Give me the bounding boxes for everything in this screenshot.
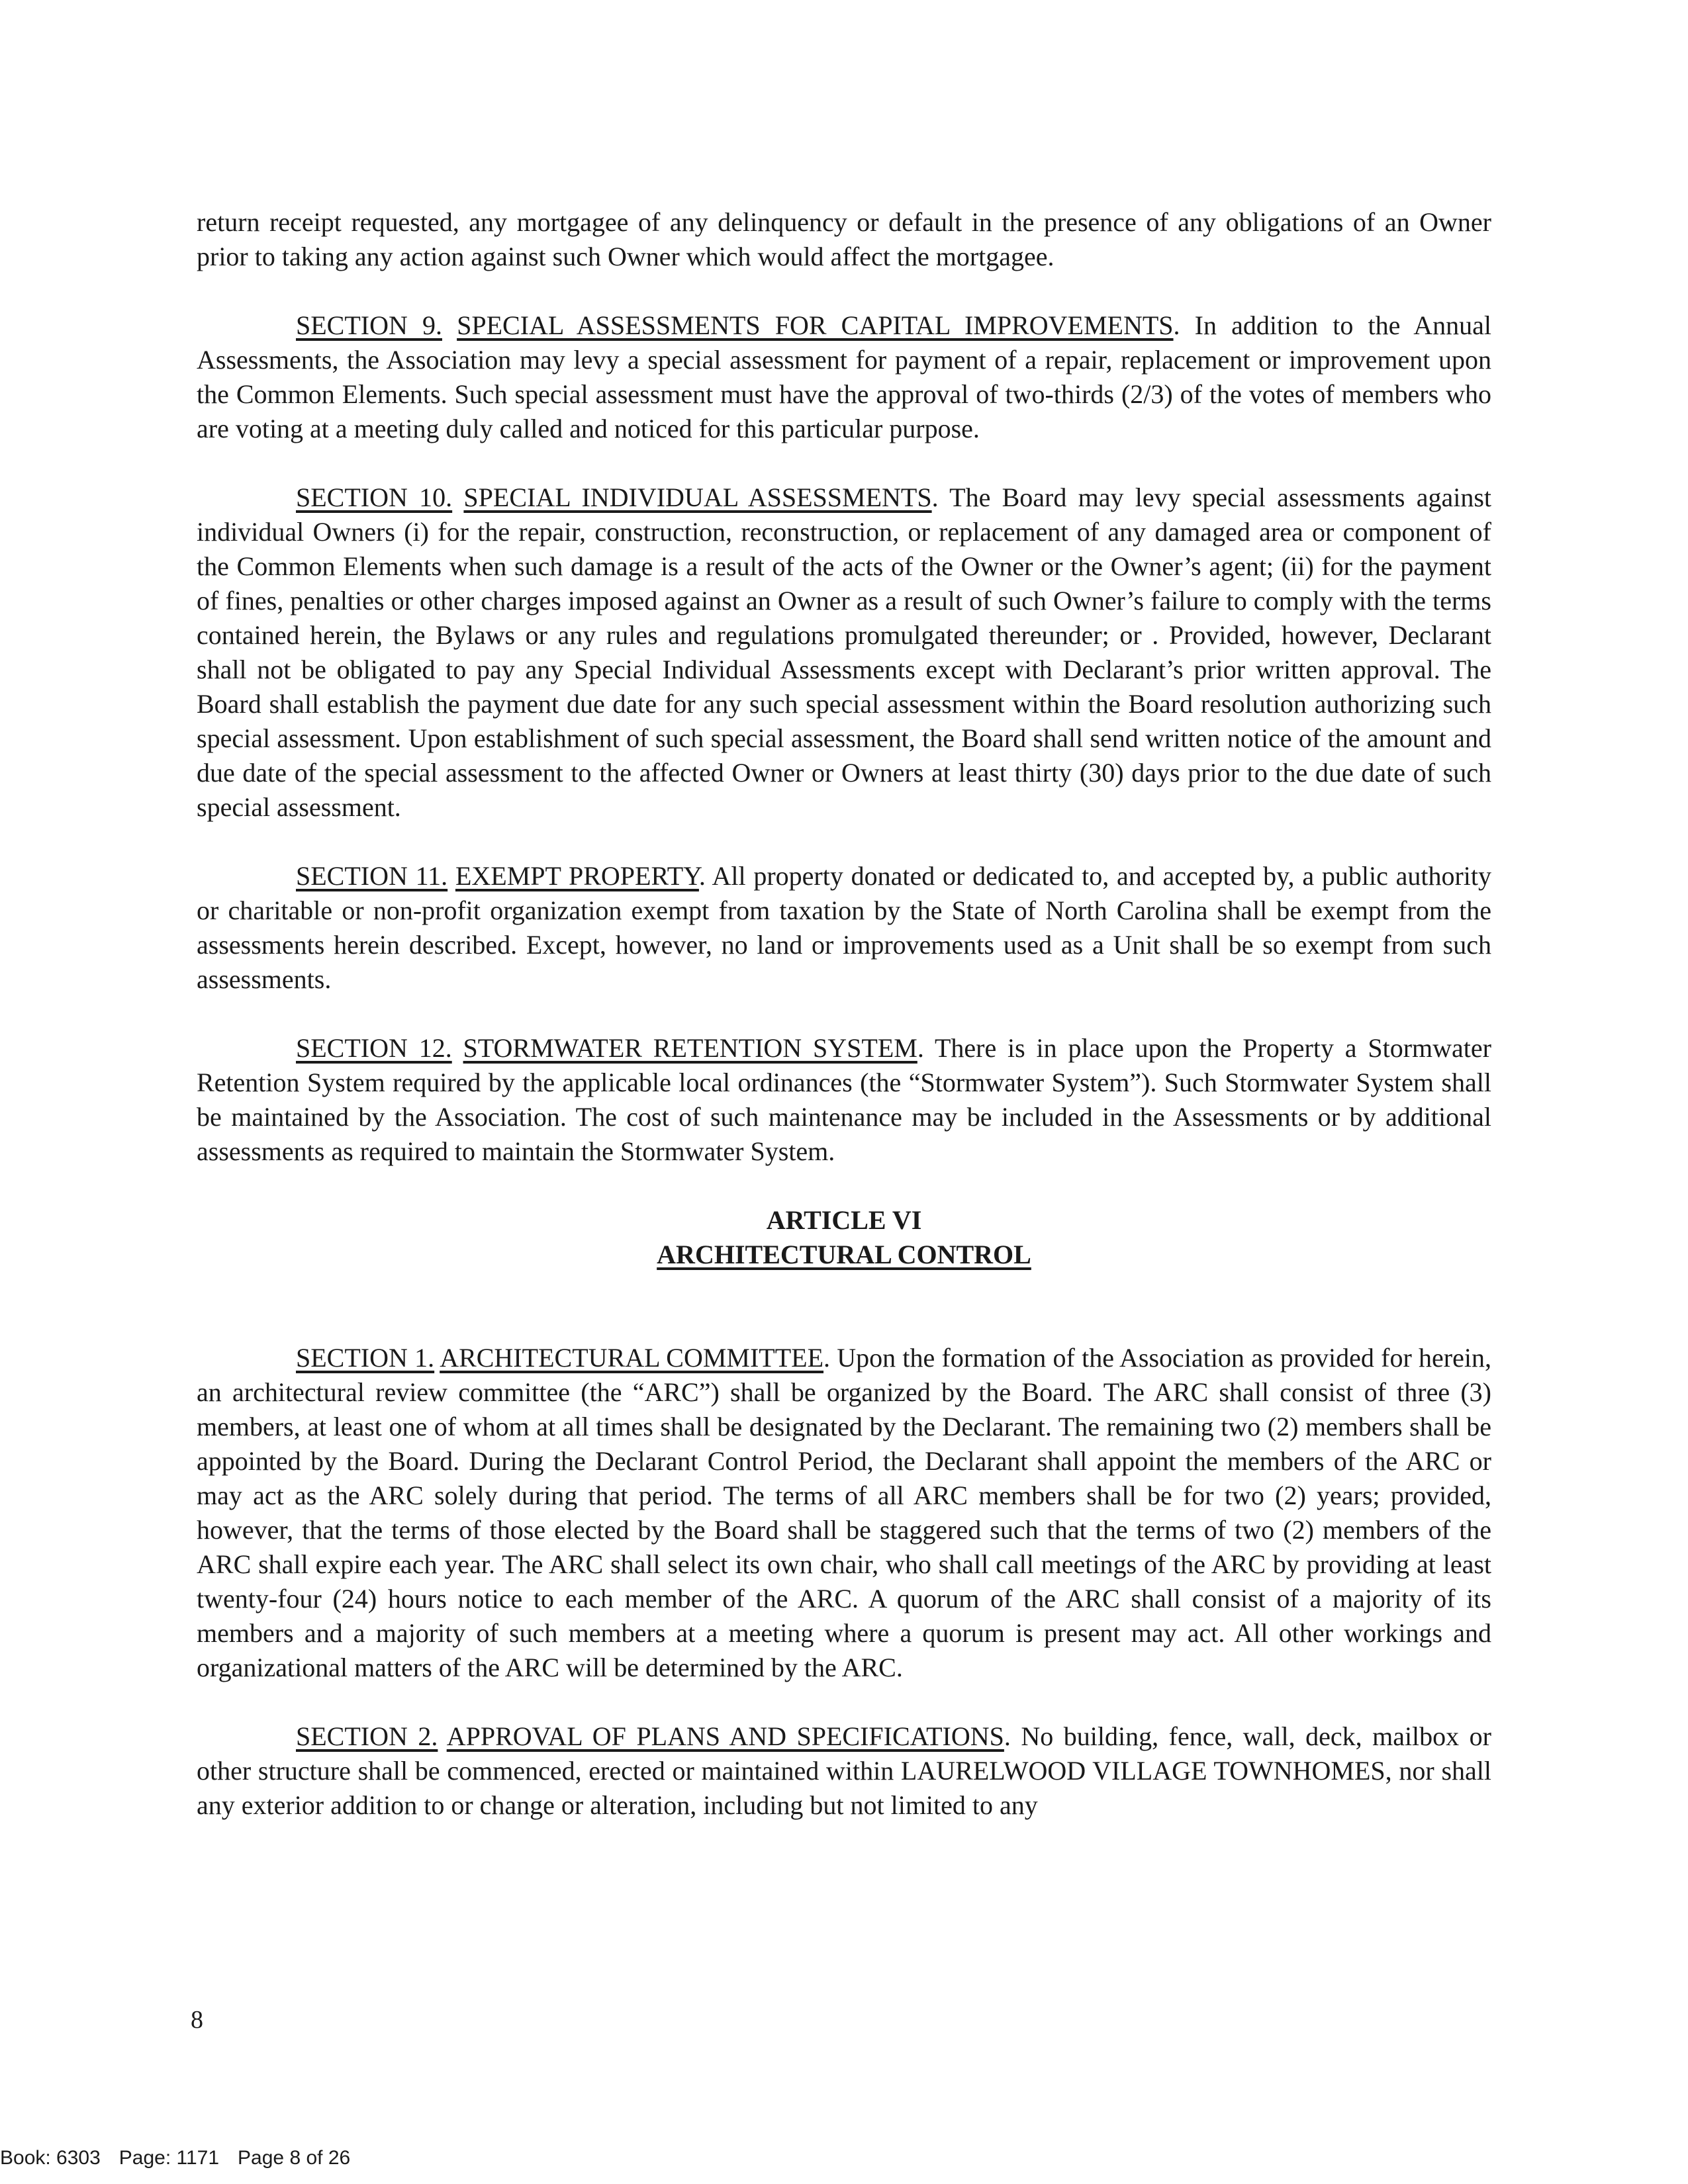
article-title: ARCHITECTURAL CONTROL <box>657 1240 1031 1269</box>
footer-page-of: Page 8 of 26 <box>238 2147 351 2169</box>
section-10-number: SECTION 10. <box>296 482 453 512</box>
article-section-1-text: Upon the formation of the Association as provided for herein, an architectural review committee (the “ARC”) shall be organized by the Board. The ARC shall consist of three (3) members, at least one of whom at all times shall be designated by the Declarant. The remaining two (2) members shall be appointed by the Board. During the Declarant Control Period, the Declarant shall appoint the members of the ARC or may act as the ARC solely during that period. The terms of all ARC members shall be for two (2) years; provided, however, that the terms of those elected by the Board shall be staggered such that the terms of two (2) members of the ARC shall expire each year. The ARC shall select its own chair, who shall call meetings of the ARC by providing at least twenty-four (24) hours notice to each member of the ARC. A quorum of the ARC shall consist of a majority of its members and a majority of such members at a meeting where a quorum is present may act. All other workings and organizational matters of the ARC will be determined by the ARC. <box>197 1343 1491 1682</box>
article-number: ARTICLE VI <box>766 1205 922 1235</box>
recording-footer <box>0 2147 369 2169</box>
article-section-1-paragraph: SECTION 1. ARCHITECTURAL COMMITTEE. Upon the formation of the Association as provided for herein, an architectural review committee (the “ARC”) shall be organized by the Board. The ARC shall consist of three (3) members, at least one of whom at all times shall be designated by the Declarant. The remaining two (2) members shall be appointed by the Board. During the Declarant Control Period, the Declarant shall appoint the members of the ARC or may act as the ARC solely during that period. The terms of all ARC members shall be for two (2) years; provided, however, that the terms of those elected by the Board shall be staggered such that the terms of two (2) members of the ARC shall expire each year. The ARC shall select its own chair, who shall call meetings of the ARC by providing at least twenty-four (24) hours notice to each member of the ARC. A quorum of the ARC shall consist of a majority of its members and a majority of such members at a meeting where a quorum is present may act. All other workings and organizational matters of the ARC will be determined by the ARC. <box>197 1343 1491 1682</box>
section-10-paragraph: SECTION 10. SPECIAL INDIVIDUAL ASSESSMENTS. The Board may levy special assessments against individual Owners (i) for the repair, construction, reconstruction, or replacement of any damaged area or component of the Common Elements when such damage is a result of the acts of the Owner or the Owner’s agent; (ii) for the payment of fines, penalties or other charges imposed against an Owner as a result of such Owner’s failure to comply with the terms contained herein, the Bylaws or any rules and regulations promulgated thereunder; or . Provided, however, Declarant shall not be obligated to pay any Special Individual Assessments except with Declarant’s prior written approval. The Board shall establish the payment due date for any such special assessment within the Board resolution authorizing such special assessment. Upon establishment of such special assessment, the Board shall send written notice of the amount and due date of the special assessment to the affected Owner or Owners at least thirty (30) days prior to the due date of such special assessment. <box>197 482 1492 822</box>
section-10-text: The Board may levy special assessments against individual Owners (i) for the repair, construction, reconstruction, or replacement of any damaged area or component of the Common Elements when such damage is a result of the acts of the Owner or the Owner’s agent; (ii) for the payment of fines, penalties or other charges imposed against an Owner as a result of such Owner’s failure to comply with the terms contained herein, the Bylaws or any rules and regulations promulgated thereunder; or . Provided, however, Declarant shall not be obligated to pay any Special Individual Assessments except with Declarant’s prior written approval. The Board shall establish the payment due date for any such special assessment within the Board resolution authorizing such special assessment. Upon establishment of such special assessment, the Board shall send written notice of the amount and due date of the special assessment to the affected Owner or Owners at least thirty (30) days prior to the due date of such special assessment. <box>197 482 1492 822</box>
section-9-paragraph: SECTION 9. SPECIAL ASSESSMENTS FOR CAPITAL IMPROVEMENTS. In addition to the Annual Assessments, the Association may levy a special assessment for payment of a repair, replacement or improvement upon the Common Elements. Such special assessment must have the approval of two-thirds (2/3) of the votes of members who are voting at a meeting duly called and noticed for this particular purpose. <box>197 310 1492 443</box>
article-section-1-title: ARCHITECTURAL COMMITTEE <box>440 1343 824 1373</box>
page-number: 8 <box>191 2006 203 2034</box>
section-12-title: STORMWATER RETENTION SYSTEM <box>463 1033 917 1063</box>
section-9-text: In addition to the Annual Assessments, the Association may levy a special assessment for payment of a repair, replacement or improvement upon the Common Elements. Such special assessment must have the approval of two-thirds (2/3) of the votes of members who are voting at a meeting duly called and noticed for this particular purpose. <box>197 310 1492 443</box>
section-11-text: All property donated or dedicated to, and accepted by, a public authority or charitable or non-profit organization exempt from taxation by the State of North Carolina shall be exempt from the assessments herein described. Except, however, no land or improvements used as a Unit shall be so exempt from such assessments. <box>197 861 1492 994</box>
footer-page: Page: 1171 <box>118 2147 220 2169</box>
footer-book: Book: 6303 <box>0 2147 101 2169</box>
article-section-1-number: SECTION 1. <box>296 1343 435 1373</box>
section-11-paragraph: SECTION 11. EXEMPT PROPERTY. All property donated or dedicated to, and accepted by, a public authority or charitable or non-profit organization exempt from taxation by the State of North Carolina shall be exempt from the assessments herein described. Except, however, no land or improvements used as a Unit shall be so exempt from such assessments. <box>197 861 1492 994</box>
article-section-2-number: SECTION 2. <box>296 1721 438 1751</box>
section-11-title: EXEMPT PROPERTY <box>455 861 699 891</box>
section-12-number: SECTION 12. <box>296 1033 452 1063</box>
section-10-title: SPECIAL INDIVIDUAL ASSESSMENTS <box>463 482 932 512</box>
article-section-2-paragraph: SECTION 2. APPROVAL OF PLANS AND SPECIFICATIONS. No building, fence, wall, deck, mailbox or other structure shall be commenced, erected or maintained within LAURELWOOD VILLAGE TOWNHOMES, nor shall any exterior addition to or change or alteration, including but not limited to any <box>197 1721 1491 1820</box>
article-heading <box>197 1203 1491 1272</box>
article-section-2-text: No building, fence, wall, deck, mailbox or other structure shall be commenced, erected or maintained within LAURELWOOD VILLAGE TOWNHOMES, nor shall any exterior addition to or change or alteration, including but not limited to any <box>197 1721 1491 1820</box>
section-12-text: There is in place upon the Property a Stormwater Retention System required by the applicable local ordinances (the “Stormwater System”). Such Stormwater System shall be maintained by the Association. The cost of such maintenance may be included in the Assessments or by additional assessments as required to maintain the Stormwater System. <box>197 1033 1491 1166</box>
document-body <box>197 205 1491 1857</box>
section-11-number: SECTION 11. <box>296 861 448 891</box>
article-section-2-title: APPROVAL OF PLANS AND SPECIFICATIONS <box>446 1721 1004 1751</box>
section-12-paragraph: SECTION 12. STORMWATER RETENTION SYSTEM. There is in place upon the Property a Stormwater Retention System required by the applicable local ordinances (the “Stormwater System”). Such Stormwater System shall be maintained by the Association. The cost of such maintenance may be included in the Assessments or by additional assessments as required to maintain the Stormwater System. <box>197 1033 1491 1166</box>
section-9-title: SPECIAL ASSESSMENTS FOR CAPITAL IMPROVEMENTS <box>457 310 1174 340</box>
continuation-paragraph: return receipt requested, any mortgagee of any delinquency or default in the presence of any obligations of an Owner prior to taking any action against such Owner which would affect the mortgagee. <box>197 207 1491 271</box>
section-9-number: SECTION 9. <box>296 310 442 340</box>
